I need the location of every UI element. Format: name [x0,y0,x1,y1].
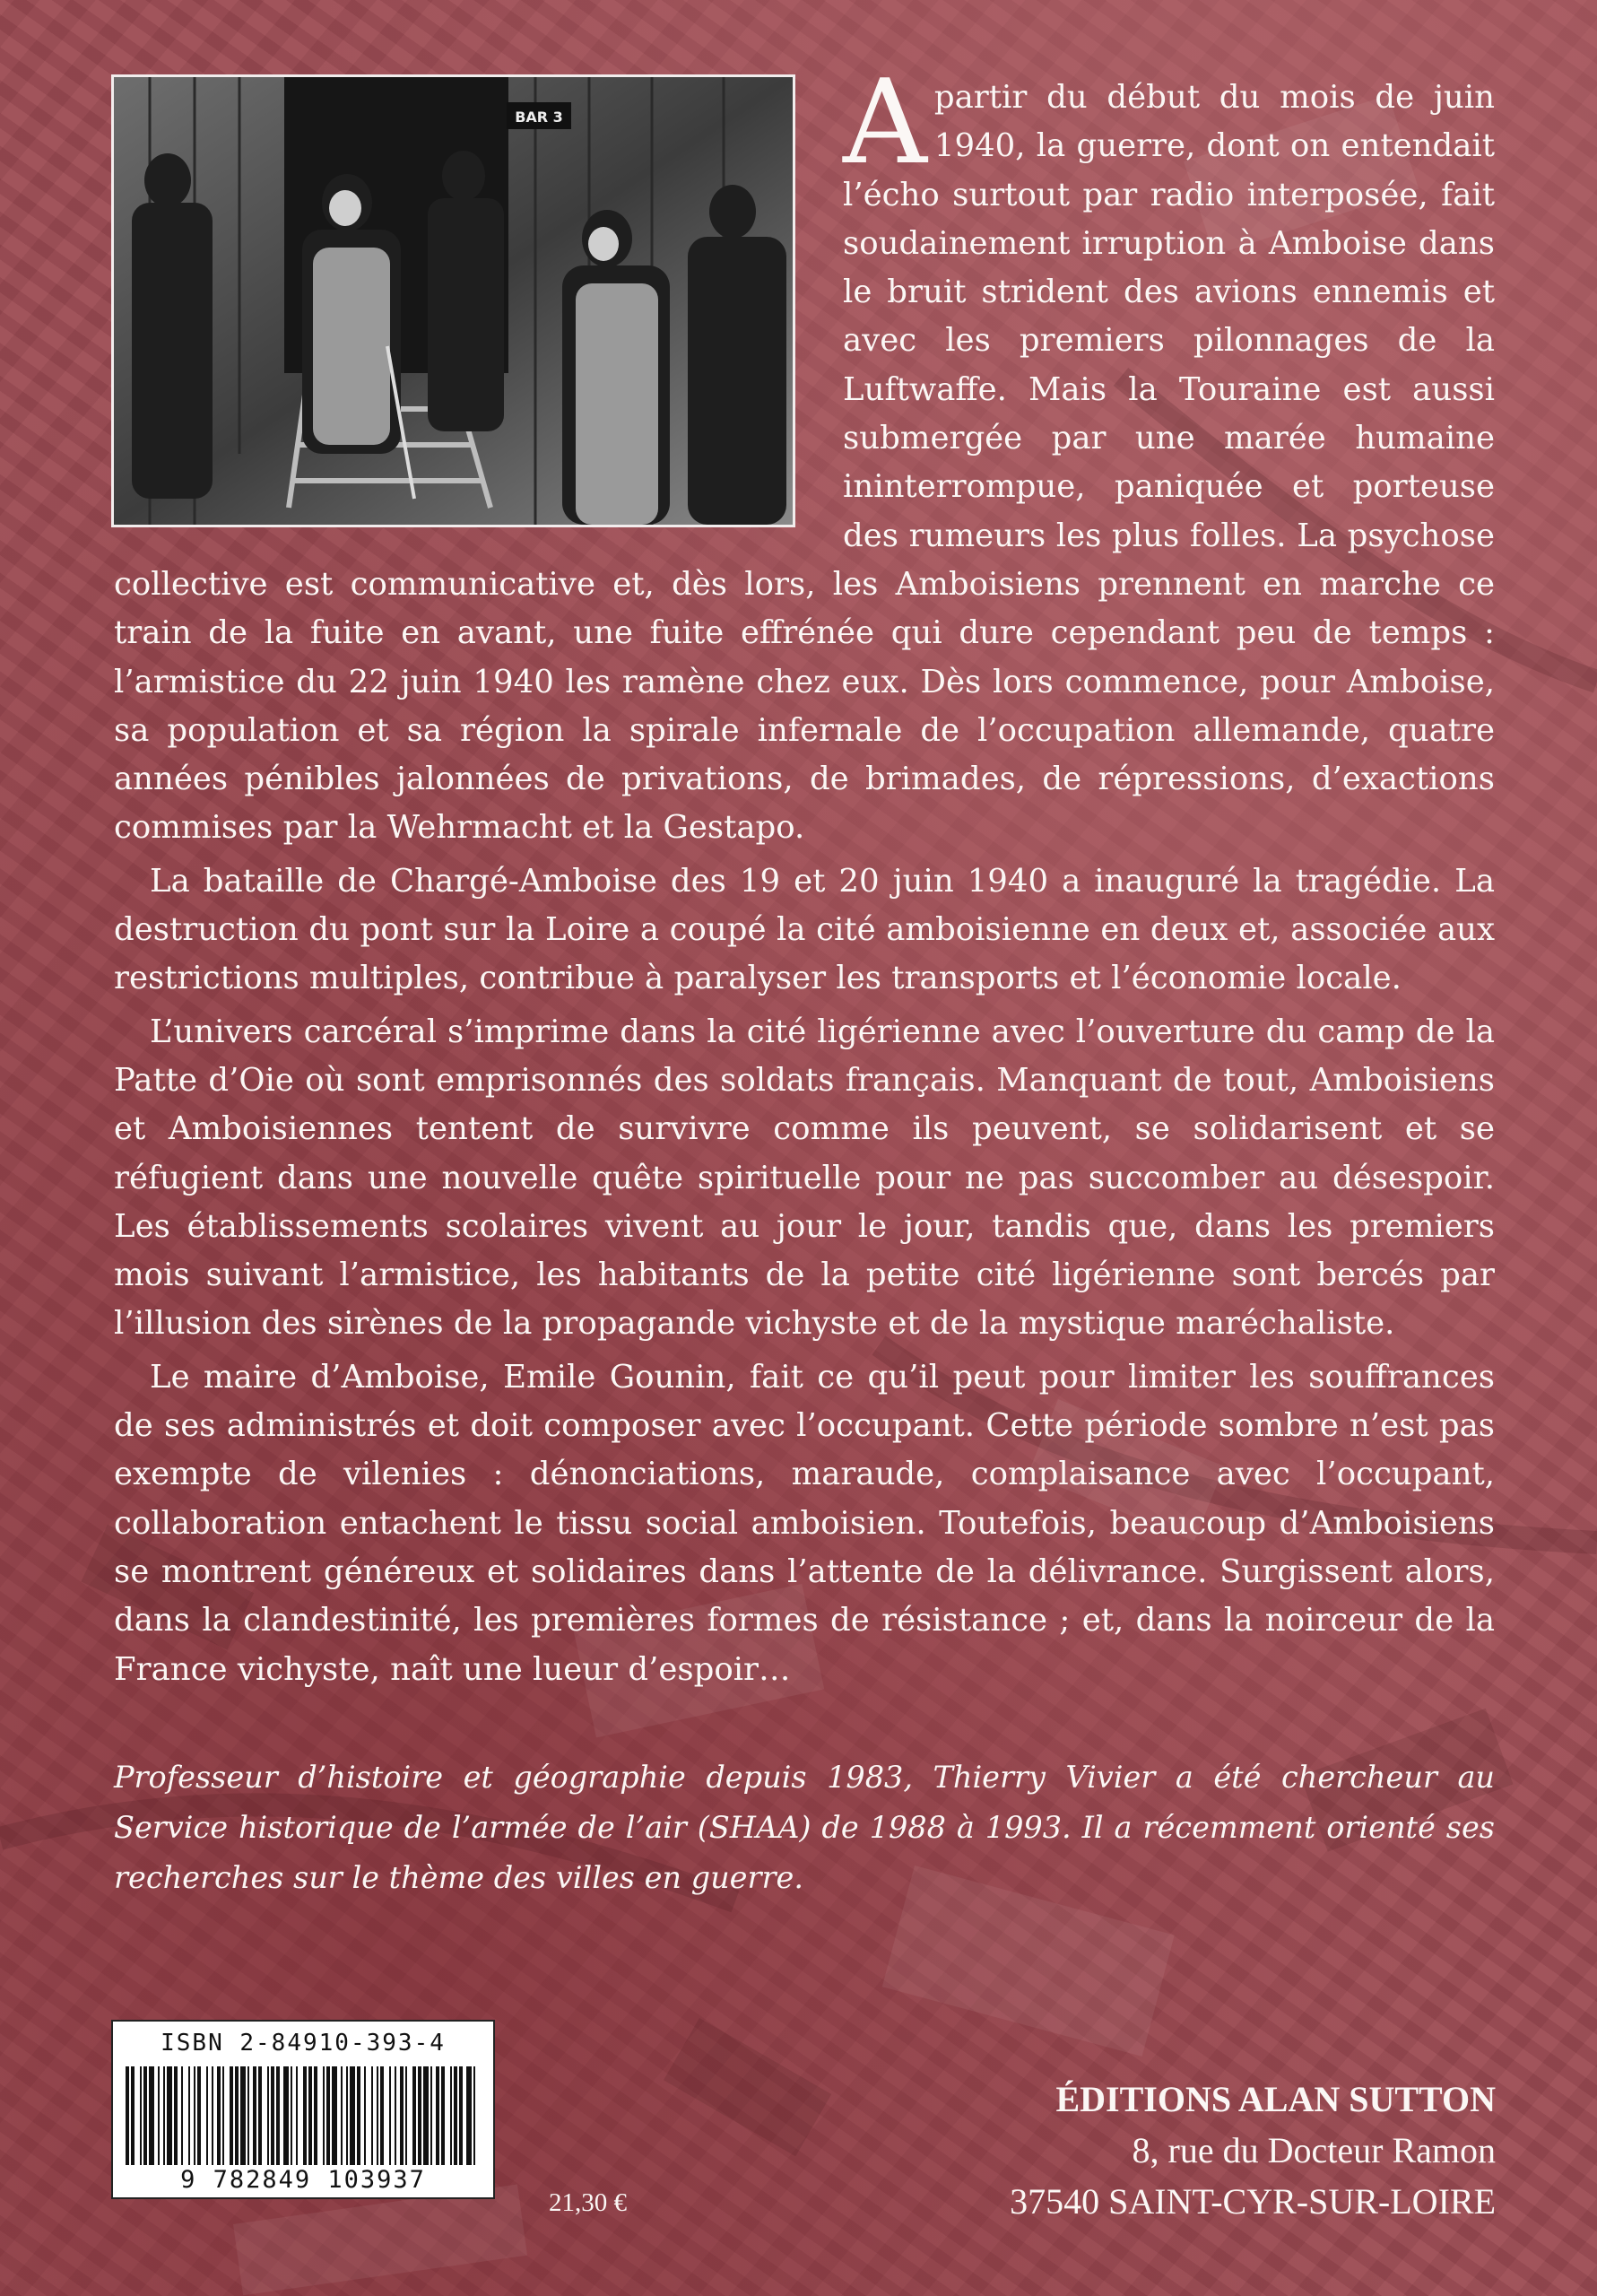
paragraph-4: Le maire d’Amboise, Emile Gounin, fait ce qu’il peut pour limiter les souffrances de ses administrés et doit composer avec l’occupant. Cette période sombre n’est pas exempte de vilenies : dénonciations, maraude, complaisance avec l’occupant, collaboration entachent le tissu social amboisien. Toutefois, beaucoup d’Amboisiens se montrent généreux et solidaires dans l’attente de la délivrance. Surgissent alors, dans la clandestinité, les premières formes de résistance ; et, dans la noirceur de la France vichyste, naît une lueur d’espoir… [114,1358,1495,1688]
barcode-bars [122,2066,484,2165]
author-bio-text: Professeur d’histoire et géographie depuis 1983, Thierry Vivier a été chercheur au Service historique de l’armée de l’air (SHAA) de 1988 à 1993. Il a récemment orienté ses recherches sur le thème des villes en guerre. [114,1760,1495,1895]
paragraph-3: L’univers carcéral s’imprime dans la cité ligérienne avec l’ouverture du camp de la Patte d’Oie où sont emprisonnés des soldats français. Manquant de tout, Amboisiens et Amboisiennes tentent de survivre comme ils peuvent, se solidarisent et se réfugient dans une nouvelle quête spirituelle pour ne pas succomber au désespoir. Les établissements scolaires vivent au jour le jour, tandis que, dans les premiers mois suivant l’armistice, les habitants de la petite cité ligérienne sont bercés par l’illusion des sirènes de la propagande vichyste et de la mystique maréchaliste. [114,1013,1495,1343]
isbn-barcode [111,2020,495,2199]
ean-number: 9 782849 103937 [113,2166,493,2194]
publisher-address-line2: 37540 SAINT-CYR-SUR-LOIRE [1010,2181,1496,2222]
publisher-block [959,2074,1496,2227]
back-cover-body-text [114,54,1495,1694]
paragraph-1-text: partir du début du mois de juin 1940, la guerre, dont on entendait l’écho surtout par radio interposée, fait soudainement irruption à Amboise dans le bruit strident des avions ennemis et avec les premiers pilonnages de la Luftwaffe. Mais la Touraine est aussi submergée par une marée humaine ininterrompue, paniquée et porteuse des rumeurs les plus folles. La psychose collective est communicative et, dès lors, les Amboisiens prennent en marche ce train de la fuite en avant, une fuite effrénée qui dure cependant peu de temps : l’armistice du 22 juin 1940 les ramène chez eux. Dès lors commence, pour Amboise, sa population et sa région la spirale infernale de l’occupation allemande, quatre années pénibles jalonnées de privations, de brimades, de répressions, d’exactions commises par la Wehrmacht et la Gestapo. [114,79,1495,847]
author-bio [114,1752,1495,1903]
photo-sign-text: BAR 3 [515,109,563,126]
paragraph-2: La bataille de Chargé-Amboise des 19 et 20 juin 1940 a inauguré la tragédie. La destruction du pont sur la Loire a coupé la cité amboisienne en deux et, associée aux restrictions multiples, contribue à paralyser les transports et l’économie locale. [114,862,1495,997]
photo-float-spacer [114,74,843,542]
price: 21,30 € [549,2188,627,2217]
drop-cap: A [843,54,927,190]
publisher-address-line1: 8, rue du Docteur Ramon [1132,2130,1496,2170]
isbn-number: ISBN 2-84910-393-4 [161,2030,446,2057]
publisher-name: ÉDITIONS ALAN SUTTON [1055,2079,1496,2119]
